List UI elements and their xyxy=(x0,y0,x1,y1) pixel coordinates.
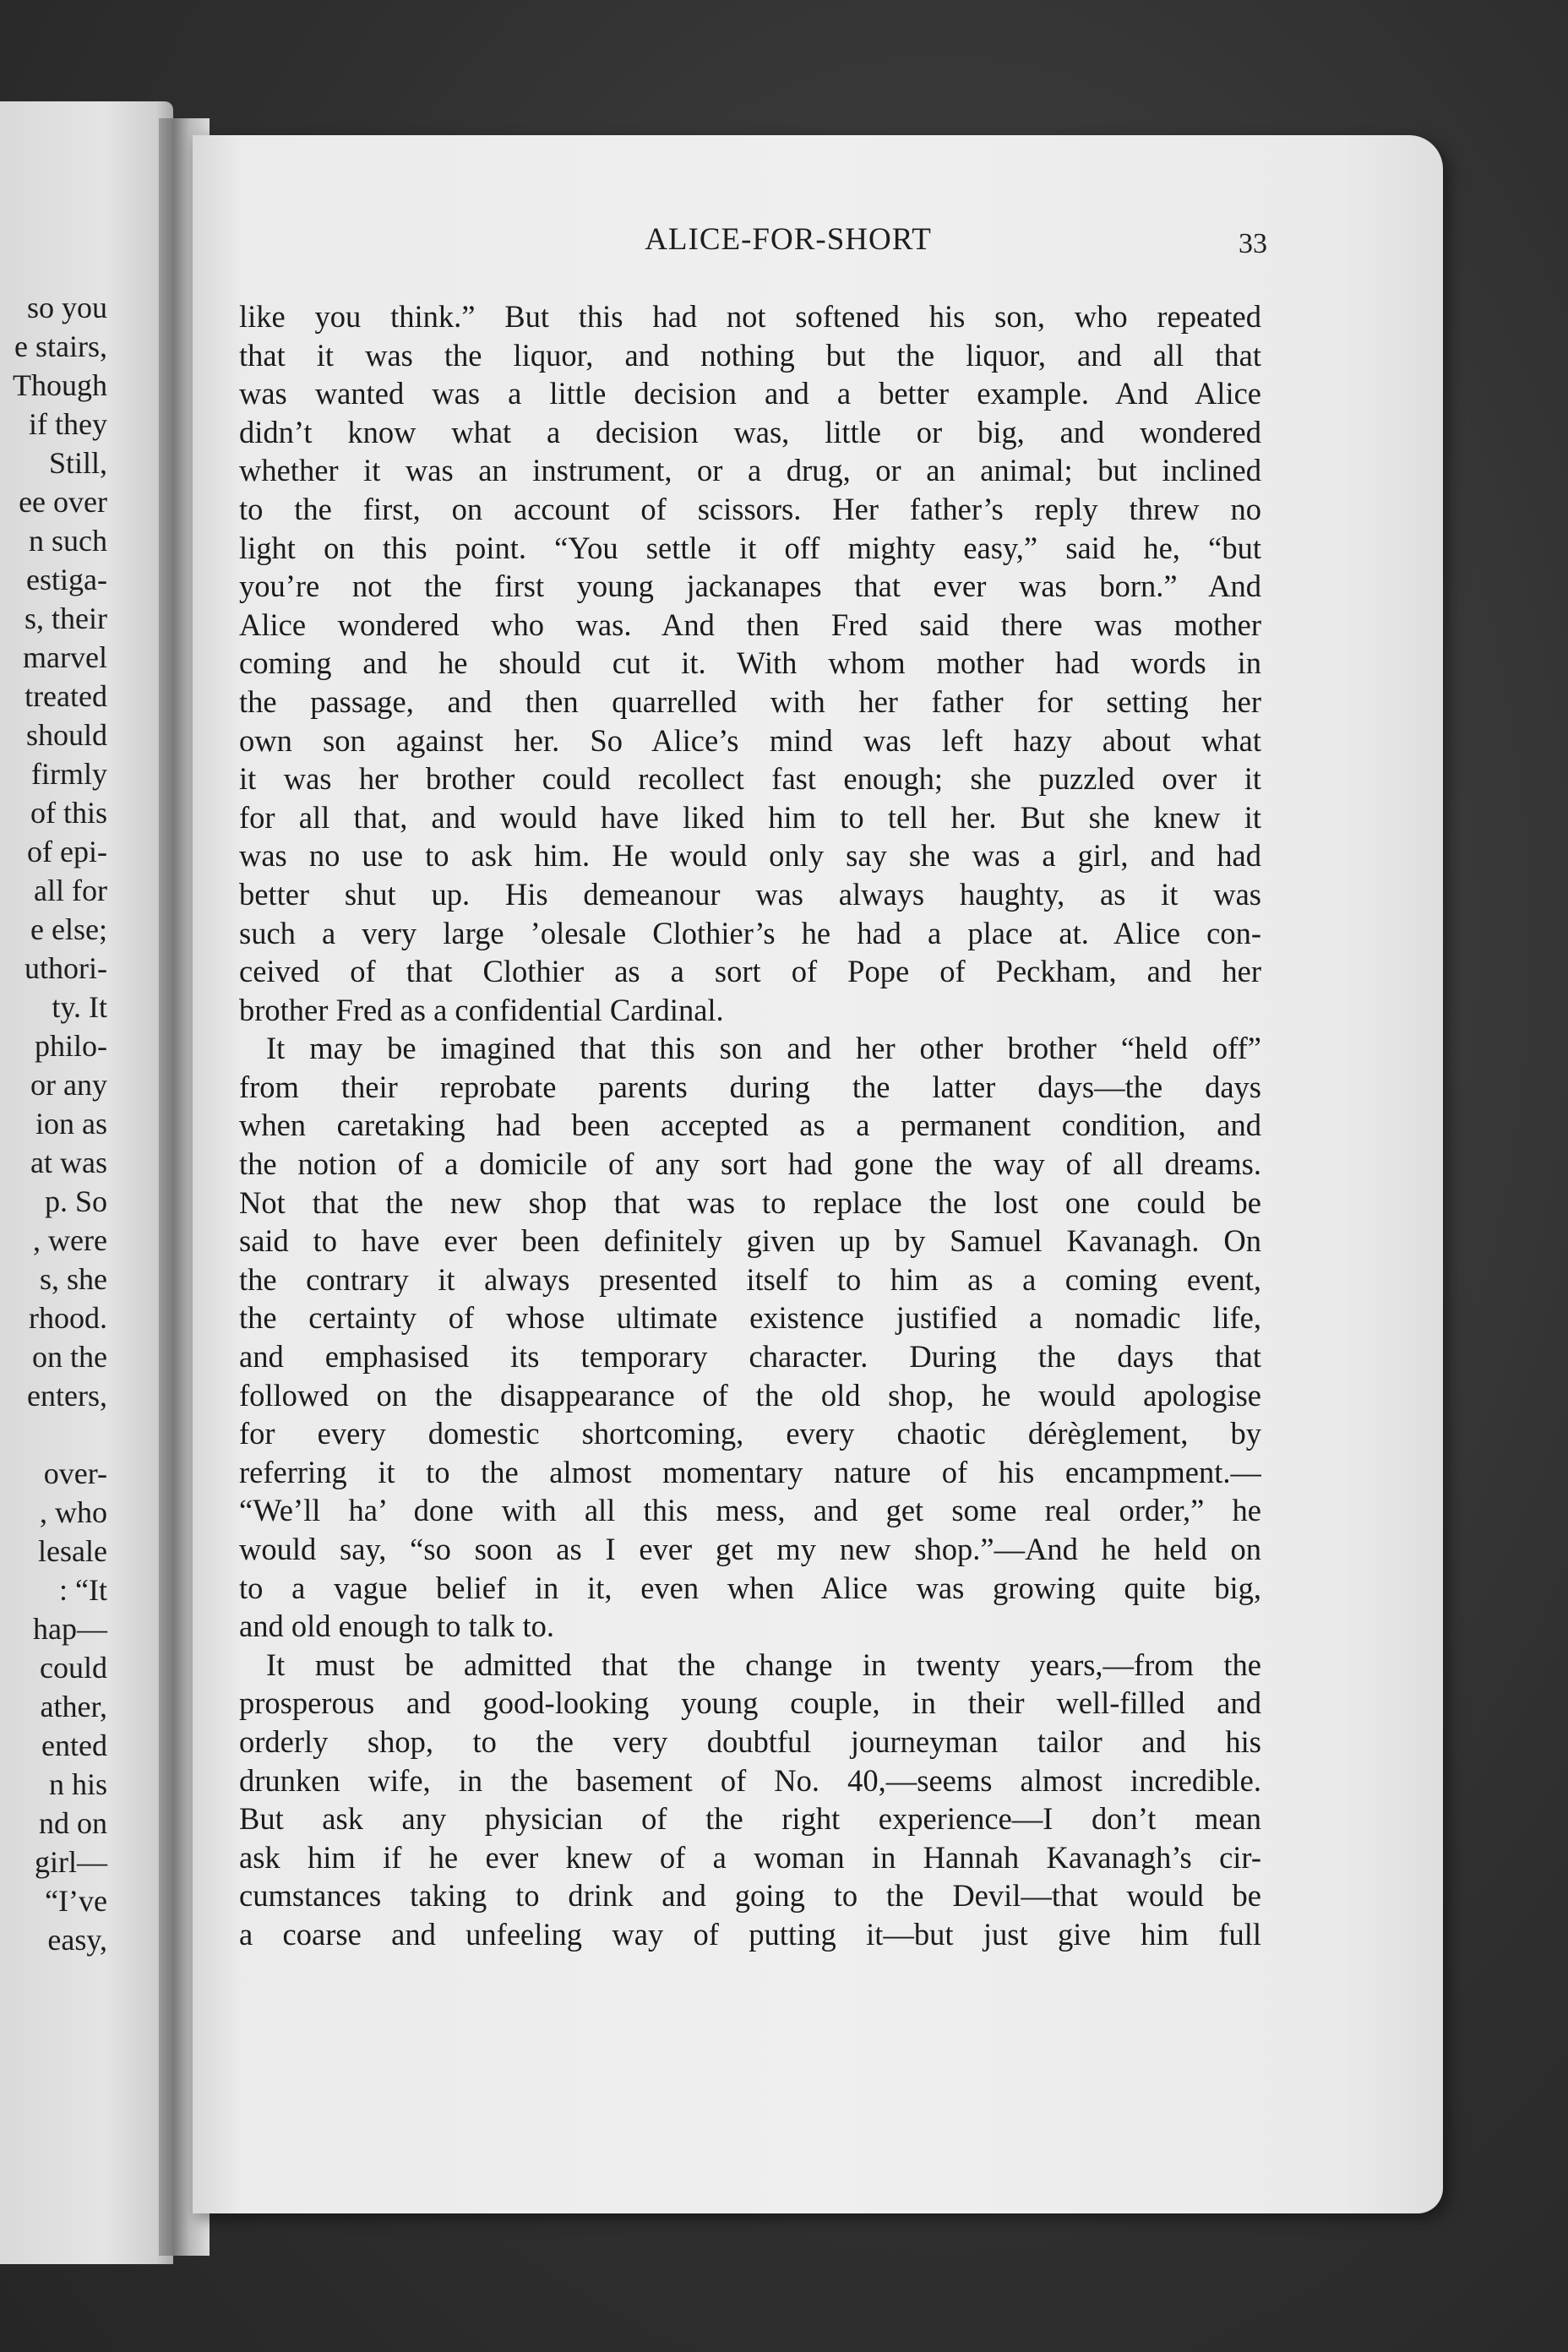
text-line: brother Fred as a confidential Cardinal. xyxy=(239,992,724,1027)
previous-page-line: ty. It xyxy=(52,990,107,1024)
text-line: own son against her. So Alice’s mind was left hazy about what xyxy=(239,722,1261,758)
text-line: But ask any physician of the right experience—I don’t mean xyxy=(239,1801,1261,1837)
previous-page-line: treated xyxy=(24,679,107,713)
previous-page-line: , were xyxy=(33,1223,107,1257)
text-line: you’re not the first young jackanapes that ever was born.” And xyxy=(239,569,1261,604)
previous-page-line: ion as xyxy=(35,1107,107,1141)
text-line: drunken wife, in the basement of No. 40,—seems almost incredible. xyxy=(239,1762,1261,1798)
previous-page-line: or any xyxy=(30,1068,107,1102)
previous-page-line: ather, xyxy=(40,1690,107,1723)
text-line: the certainty of whose ultimate existence justified a nomadic life, xyxy=(239,1300,1261,1336)
text-line: a coarse and unfeeling way of putting it—but just give him full xyxy=(239,1916,1261,1952)
previous-page-line: marvel xyxy=(23,640,107,674)
text-line: to the first, on account of scissors. Her father’s reply threw no xyxy=(239,491,1261,526)
previous-page-line: easy, xyxy=(47,1923,107,1957)
previous-page-line: e stairs, xyxy=(14,329,107,363)
text-line: light on this point. “You settle it off mighty easy,” said he, “but xyxy=(239,530,1261,565)
previous-page xyxy=(0,101,173,2264)
page-number: 33 xyxy=(1239,228,1267,259)
previous-page-line: enters, xyxy=(27,1379,107,1413)
text-line: such a very large ’olesale Clothier’s he had a place at. Alice con- xyxy=(239,915,1261,950)
previous-page-line: s, she xyxy=(40,1262,107,1296)
previous-page-line: ee over xyxy=(19,485,107,519)
previous-page-line: n his xyxy=(48,1767,107,1801)
text-line: the passage, and then quarrelled with her father for setting her xyxy=(239,683,1261,719)
previous-page-line: girl— xyxy=(35,1845,107,1879)
text-line: Alice wondered who was. And then Fred said there was mother xyxy=(239,607,1261,642)
text-line: said to have ever been definitely given up by Samuel Kavanagh. On xyxy=(239,1223,1261,1259)
text-line: and emphasised its temporary character. During the days that xyxy=(239,1339,1261,1375)
text-line: for every domestic shortcoming, every chaotic dérèglement, by xyxy=(239,1416,1261,1451)
previous-page-line: firmly xyxy=(31,757,107,791)
text-line: when caretaking had been accepted as a permanent condition, and xyxy=(239,1108,1261,1143)
previous-page-line: if they xyxy=(29,407,107,441)
text-line: the notion of a domicile of any sort had gone the way of all dreams. xyxy=(239,1146,1261,1182)
text-line: from their reprobate parents during the latter days—the days xyxy=(239,1069,1261,1104)
previous-page-line: nd on xyxy=(39,1806,107,1840)
previous-page-text xyxy=(0,288,107,1959)
text-line: and old enough to talk to. xyxy=(239,1609,555,1644)
previous-page-line: rhood. xyxy=(29,1301,107,1335)
previous-page-line: s, their xyxy=(24,602,107,635)
previous-page-line: hap— xyxy=(33,1612,107,1646)
text-line: “We’ll ha’ done with all this mess, and get some real order,” he xyxy=(239,1493,1261,1528)
previous-page-line xyxy=(0,1415,107,1454)
text-line: like you think.” But this had not softened his son, who repeated xyxy=(239,299,1261,334)
text-line: prosperous and good-looking young couple, in their well-filled and xyxy=(239,1685,1261,1721)
text-line: it was her brother could recollect fast enough; she puzzled over it xyxy=(239,761,1261,797)
text-line: was no use to ask him. He would only say she was a girl, and had xyxy=(239,838,1261,874)
previous-page-line: on the xyxy=(32,1340,107,1374)
previous-page-line: n such xyxy=(29,524,107,558)
previous-page-line: e else; xyxy=(30,912,107,946)
text-line: whether it was an instrument, or a drug, or an animal; but inclined xyxy=(239,453,1261,488)
previous-page-line: Though xyxy=(13,368,107,402)
text-line: coming and he should cut it. With whom mother had words in xyxy=(239,645,1261,681)
text-line: to a vague belief in it, even when Alice was growing quite big, xyxy=(239,1570,1261,1605)
previous-page-line: at was xyxy=(30,1146,107,1179)
text-line: the contrary it always presented itself to him as a coming event, xyxy=(239,1261,1261,1297)
previous-page-line: lesale xyxy=(38,1534,107,1568)
text-line: didn’t know what a decision was, little or big, and wondered xyxy=(239,414,1261,449)
previous-page-line: should xyxy=(25,718,107,752)
previous-page-line: over- xyxy=(43,1456,107,1490)
body-text xyxy=(239,297,1261,1954)
text-line: It may be imagined that this son and her other brother “held off” xyxy=(266,1031,1261,1066)
text-line: ask him if he ever knew of a woman in Hannah Kavanagh’s cir- xyxy=(239,1839,1261,1875)
text-line: followed on the disappearance of the old shop, he would apologise xyxy=(239,1377,1261,1413)
text-line: would say, “so soon as I ever get my new shop.”—And he held on xyxy=(239,1532,1261,1566)
previous-page-line: of epi- xyxy=(27,835,107,868)
text-line: cumstances taking to drink and going to the Devil—that would be xyxy=(239,1878,1261,1914)
previous-page-line: of this xyxy=(30,796,107,830)
text-line: referring it to the almost momentary nature of his encampment.— xyxy=(239,1454,1261,1489)
previous-page-line: Still, xyxy=(48,446,107,480)
previous-page-line: philo- xyxy=(35,1029,107,1063)
previous-page-line: so you xyxy=(26,291,107,324)
running-head: ALICE-FOR-SHORT xyxy=(645,222,932,257)
previous-page-line: could xyxy=(40,1651,107,1685)
text-line: It must be admitted that the change in twenty years,—from the xyxy=(266,1647,1261,1682)
previous-page-line: all for xyxy=(34,874,107,907)
previous-page-line: , who xyxy=(40,1495,107,1529)
text-line: that it was the liquor, and nothing but the liquor, and all that xyxy=(239,337,1261,373)
previous-page-line: : “It xyxy=(59,1573,107,1607)
text-line: orderly shop, to the very doubtful journeyman tailor and his xyxy=(239,1723,1261,1759)
text-line: better shut up. His demeanour was always haughty, as it was xyxy=(239,876,1261,912)
previous-page-line: p. So xyxy=(44,1184,107,1218)
previous-page-line: ented xyxy=(41,1729,107,1762)
text-line: Not that the new shop that was to replace the lost one could be xyxy=(239,1184,1261,1220)
text-line: was wanted was a little decision and a better example. And Alice xyxy=(239,376,1261,411)
previous-page-line: “I’ve xyxy=(45,1884,107,1918)
text-line: ceived of that Clothier as a sort of Pope of Peckham, and her xyxy=(239,954,1261,989)
text-line: for all that, and would have liked him to tell her. But she knew it xyxy=(239,799,1261,835)
previous-page-line: estiga- xyxy=(26,563,107,596)
previous-page-line: uthori- xyxy=(24,951,107,985)
